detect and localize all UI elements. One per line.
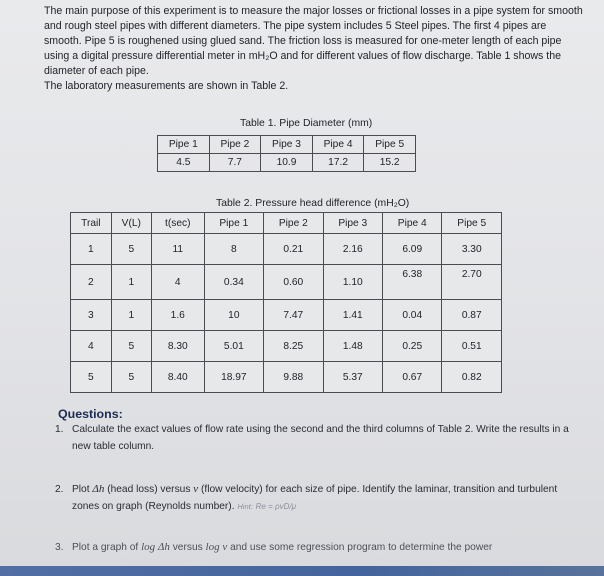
taskbar-strip [0,566,604,576]
table2-cell: 1.6 [151,300,204,331]
table2-cell: 3 [71,300,112,331]
table2-header: Pipe 5 [442,213,502,234]
table2-header: Pipe 4 [383,213,442,234]
question-1 [56,421,586,455]
hint-label: Hint: [237,502,253,511]
table2-header-row [71,213,502,234]
table2-cell: 0.21 [264,234,323,265]
table1-header: Pipe 2 [209,136,261,154]
table2-cell: 5 [111,234,151,265]
table1-header: Pipe 3 [261,136,313,154]
table2-cell: 3.30 [442,234,502,265]
table2-caption: Table 2. Pressure head difference (mH₂O) [216,198,410,209]
table-row [71,362,502,393]
table1-header-row [158,136,416,154]
table2-cell: 4 [71,331,112,362]
table2-cell: 5.01 [204,331,263,362]
table-row [71,234,502,265]
table1-cell: 10.9 [261,154,313,172]
table1-header: Pipe 1 [158,136,210,154]
table2-cell: 6.38 [383,265,442,300]
table2-cell: 0.34 [204,265,263,300]
question-2 [56,481,586,515]
table2-header: Pipe 1 [204,213,263,234]
table2-header: Pipe 2 [264,213,323,234]
table1-cell: 4.5 [158,154,210,172]
table2-header: Trail [71,213,112,234]
table2-cell: 1 [111,265,151,300]
question-text: Plot Δh (head loss) versus v (flow velocity) for each size of pipe. Identify the laminar, transition and turbulent zones on graph (Reynolds number). Hint: Re = ρvD/μ [72,483,558,512]
table2-cell: 2.16 [323,234,382,265]
table2-cell: 0.51 [442,331,502,362]
log-delta-h-symbol: log Δh [141,541,170,553]
table2-cell: 2 [71,265,112,300]
pipe-diameter-table [157,135,416,172]
table1-cell: 17.2 [312,154,364,172]
question-number: 1. [55,424,64,435]
table2-cell: 0.60 [264,265,323,300]
table2-cell: 2.70 [442,265,502,300]
table2-cell: 8.25 [264,331,323,362]
question-number: 2. [55,484,64,495]
pressure-head-table [70,212,502,393]
table2-cell: 1.41 [323,300,382,331]
table-row [71,331,502,362]
table1-cell: 15.2 [364,154,416,172]
table2-cell: 5 [111,362,151,393]
table1-header: Pipe 4 [312,136,364,154]
table-row [71,265,502,300]
table2-cell: 11 [151,234,204,265]
table2-cell: 5 [111,331,151,362]
reynolds-formula: Re = ρvD/μ [255,502,296,511]
table2-cell: 10 [204,300,263,331]
log-v-symbol: log v [205,541,228,553]
table2-cell: 4 [151,265,204,300]
table2-header: Pipe 3 [323,213,382,234]
table2-cell: 0.25 [383,331,442,362]
questions-heading: Questions: [58,407,123,421]
table2-cell: 1 [111,300,151,331]
table2-cell: 9.88 [264,362,323,393]
intro-text-2: The laboratory measurements are shown in Table 2. [44,80,289,92]
question-text: Calculate the exact values of flow rate using the second and the third columns of Table 2. Write the results in a new table column. [72,424,569,452]
question-text: Plot a graph of log Δh versus log v and use some regression program to determine the power [72,541,493,553]
table-row [71,300,502,331]
table2-header: V(L) [111,213,151,234]
table2-cell: 0.04 [383,300,442,331]
table2-cell: 1 [71,234,112,265]
table1-cell: 7.7 [209,154,261,172]
table1-header: Pipe 5 [364,136,416,154]
table2-cell: 1.10 [323,265,382,300]
table2-cell: 18.97 [204,362,263,393]
table2-cell: 7.47 [264,300,323,331]
question-3 [56,539,586,556]
table2-cell: 5 [71,362,112,393]
table2-cell: 6.09 [383,234,442,265]
table2-cell: 8.40 [151,362,204,393]
table2-header: t(sec) [151,213,204,234]
table2-cell: 0.67 [383,362,442,393]
table1-value-row [158,154,416,172]
intro-text: The main purpose of this experiment is to measure the major losses or frictional losses in a pipe system for smooth and rough steel pipes with different diameters. The pipe system includes 5 Steel pipes. The first 4 pipes are smooth. Pipe 5 is roughened using glued sand. The friction loss is measured for one-meter length of each pipe using a digital pressure differential meter in mH₂O and for different values of flow discharge. Table 1 shows the diameter of each pipe. [44,5,583,77]
table2-cell: 5.37 [323,362,382,393]
table2-cell: 8.30 [151,331,204,362]
delta-h-symbol: Δh [92,483,105,495]
table2-cell: 8 [204,234,263,265]
question-number: 3. [55,542,64,553]
table2-cell: 1.48 [323,331,382,362]
table1-caption: Table 1. Pipe Diameter (mm) [240,118,373,129]
table2-cell: 0.82 [442,362,502,393]
intro-paragraph [44,4,584,94]
velocity-symbol: v [193,483,199,495]
table2-cell: 0.87 [442,300,502,331]
